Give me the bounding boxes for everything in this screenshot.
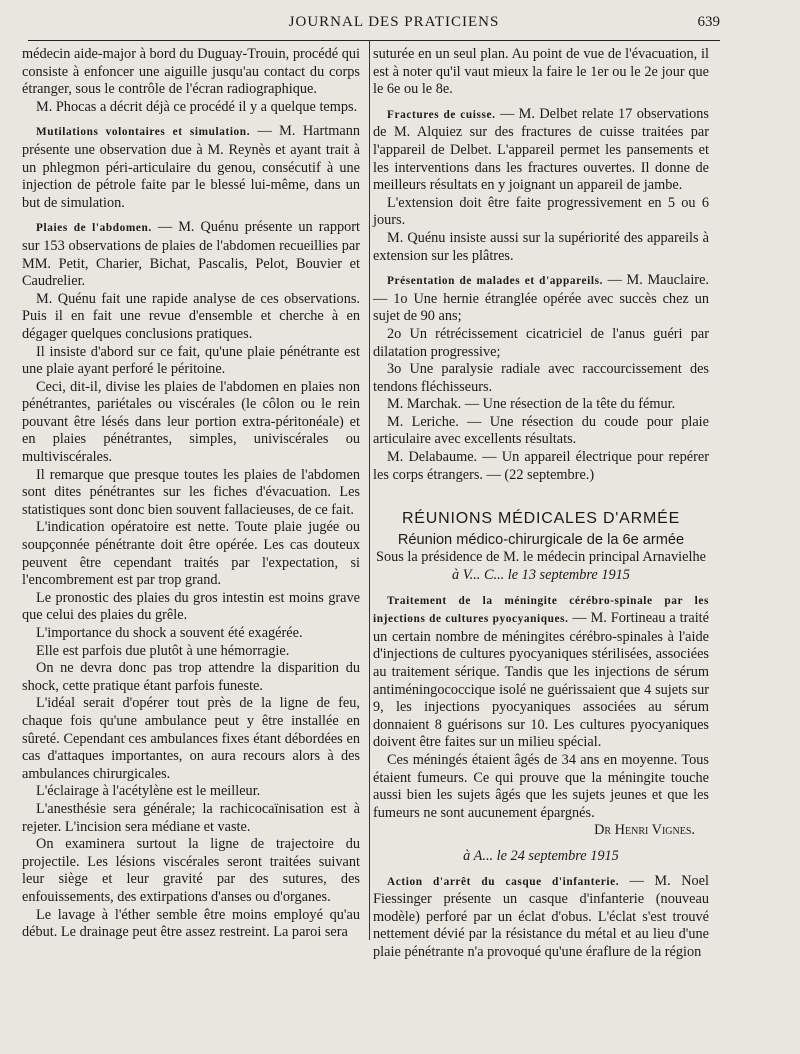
section-title: RÉUNIONS MÉDICALES D'ARMÉE: [401, 510, 681, 528]
section-subtitle: Réunion médico-chirurgicale de la 6e armée: [397, 531, 685, 548]
right-column: [373, 46, 709, 962]
section-paragraph: [373, 873, 709, 962]
paragraph: Elle est parfois due plutôt à une hémorragie.: [36, 642, 290, 659]
paragraph: L'anesthésie sera générale; la rachicocaïnisation est à rejeter. L'incision sera médiane et vaste.: [22, 800, 360, 835]
section-text: — M. Fortineau a traité un certain nombre de méningites cérébro-spinales à l'aide d'injections de cultures pyocyaniques stérilisées, associées au traitement sérique. Tandis que les injections de sérum antiméningococcique isolé ne guérissaient que 4 sujets sur 9, les injections pyocyaniques associées au sérum donnaient 8 guérisons sur 10. Les cultures pyocyaniques doivent être faites sur un milieu spécial.: [373, 610, 709, 751]
section-text: — M. Noel Fiessinger présente un casque d'infanterie (nouveau modèle) perforé par un éclat d'obus. L'éclat s'est trouvé nettement dévié par la résistance du métal et au lieu d'une plaie pénétrante n'a provoqué qu'une éraflure de la région: [373, 872, 709, 960]
location-date: à A... le 24 septembre 1915: [463, 847, 619, 864]
paragraph: On ne devra donc pas trop attendre la disparition du shock, cette pratique étant parfois funeste.: [22, 660, 360, 694]
paragraph: suturée en un seul plan. Au point de vue de l'évacuation, il est à noter qu'il vaut mieux la faire le 1er ou le 2e jour que le 6e ou le 8e.: [373, 46, 709, 98]
paragraph: L'extension doit être faite progressivement en 5 ou 6 jours.: [373, 194, 709, 229]
section-heading: Fractures de cuisse.: [387, 108, 496, 121]
paragraph: On examinera surtout la ligne de trajectoire du projectile. Les lésions viscérales seront traitées suivant leur siège et leur gravité par des sutures, des enfouissements, des extirpations d'anses ou d'organes.: [22, 836, 360, 905]
section-paragraph: [373, 592, 709, 752]
presidency-line: Sous la présidence de M. le médecin principal Arnavielhe: [376, 549, 706, 566]
section-text: — M. Hartmann présente une observation due à M. Reynès et ayant trait à un phlegmon péri-articulaire du genou, consécutif à une injection de pétrole faite par le blessé lui-même, dans un but de simulation.: [22, 123, 360, 211]
column-divider: [369, 40, 370, 940]
location-date: à V... C... le 13 septembre 1915: [452, 567, 630, 584]
paragraph: Il remarque que presque toutes les plaies de l'abdomen sont dites pénétrantes sur les fiches d'évacuation. Les statistiques sont donc bien souvent fallacieuses, de ce fait.: [22, 466, 360, 518]
paragraph: médecin aide-major à bord du Duguay-Trouin, procédé qui consiste à enfoncer une aiguille jusqu'au contact du corps étranger, sous le contrôle de l'écran radiographique.: [22, 46, 360, 98]
paragraph: 3o Une paralysie radiale avec raccourcissement des tendons fléchisseurs.: [373, 361, 709, 395]
paragraph: M. Delabaume. — Un appareil électrique pour repérer les corps étrangers. — (22 septembre.): [373, 449, 709, 483]
paragraph: Ces méningés étaient âgés de 34 ans en moyenne. Tous étaient fumeurs. Ce qui prouve que la méningite touche aussi bien les sujets âgés que les sujets jeunes et que les fumeurs ne sont aucunement épargnés.: [373, 751, 709, 821]
running-header: [28, 14, 720, 41]
section-heading: Mutilations volontaires et simulation.: [36, 126, 251, 139]
left-column: [22, 46, 360, 942]
paragraph: Il insiste d'abord sur ce fait, qu'une plaie pénétrante est une plaie ayant perforé le péritoine.: [22, 343, 360, 378]
section-text: — M. Delbet relate 17 observations de M. Alquiez sur des fractures de cuisse traitées par l'appareil de Delbet. L'appareil permet les pansements et les interventions dans les fractures ouvertes. Il donne de meilleurs résultats en y joignant un appareil de jambe.: [373, 105, 709, 194]
signature: Dr Henri Vignes.: [594, 822, 695, 839]
paragraph: L'idéal serait d'opérer tout près de la ligne de feu, chaque fois qu'une ambulance peut y être installée en sûreté. Cependant ces ambulances fixes étant débordées en cas d'attaques importantes, on aura recours alors à des ambulances chirurgicales.: [22, 695, 360, 782]
paragraph: M. Quénu fait une rapide analyse de ces observations. Puis il en fait une revue d'ensemble et cherche à en dégager quelques conclusions pratiques.: [22, 290, 360, 342]
paragraph: Le lavage à l'éther semble être moins employé qu'au début. Le drainage peut être assez restreint. La paroi sera: [22, 906, 360, 941]
paragraph: M. Phocas a décrit déjà ce procédé il y a quelque temps.: [36, 98, 358, 115]
journal-title: JOURNAL DES PRATICIENS: [288, 14, 500, 30]
paragraph: L'importance du shock a souvent été exagérée.: [36, 625, 303, 641]
section-paragraph: [373, 272, 709, 326]
page-number: 639: [697, 14, 720, 30]
section-heading: Traitement de la méningite cérébro-spinale par les injections de cultures pyocyaniques.: [373, 594, 709, 626]
section-heading: Présentation de malades et d'appareils.: [387, 275, 603, 288]
section-heading: Plaies de l'abdomen.: [36, 222, 152, 235]
paragraph: 2o Un rétrécissement cicatriciel de l'anus guéri par dilatation progressive;: [373, 325, 709, 360]
paragraph: L'éclairage à l'acétylène est le meilleur.: [36, 783, 261, 800]
paragraph: Ceci, dit-il, divise les plaies de l'abdomen en plaies non pénétrantes, pariétales ou viscérales (le côlon ou le rein pouvant être lésés dans leur portion extra-péritonéale) et en plaies pénétrantes, simples, univiscérales ou multiviscérales.: [22, 378, 360, 466]
section-paragraph: [22, 123, 360, 212]
section-text: — M. Mauclaire. — 1o Une hernie étranglée opérée avec succès chez un sujet de 90 ans;: [373, 272, 709, 325]
paragraph: M. Marchak. — Une résection de la tête du fémur.: [387, 396, 676, 413]
section-heading: Action d'arrêt du casque d'infanterie.: [387, 875, 620, 888]
paragraph: M. Quénu insiste aussi sur la supériorité des appareils à extension sur les plâtres.: [373, 229, 709, 264]
section-paragraph: [22, 219, 360, 290]
paragraph: L'indication opératoire est nette. Toute plaie jugée ou soupçonnée pénétrante doit être opérée. Les cas douteux peuvent être cependant traités par l'expectation, si l'encombrement est par trop grand.: [22, 519, 360, 589]
section-text: — M. Quénu présente un rapport sur 153 observations de plaies de l'abdomen recueillies par MM. Petit, Charier, Bichat, Pascalis, Pelot, Bouvier et Caudrelier.: [22, 219, 361, 290]
section-paragraph: [373, 106, 709, 195]
paragraph: M. Leriche. — Une résection du coude pour plaie articulaire avec excellents résultats.: [373, 413, 709, 448]
paragraph: Le pronostic des plaies du gros intestin est moins grave que celui des plaies du grêle.: [22, 589, 360, 624]
